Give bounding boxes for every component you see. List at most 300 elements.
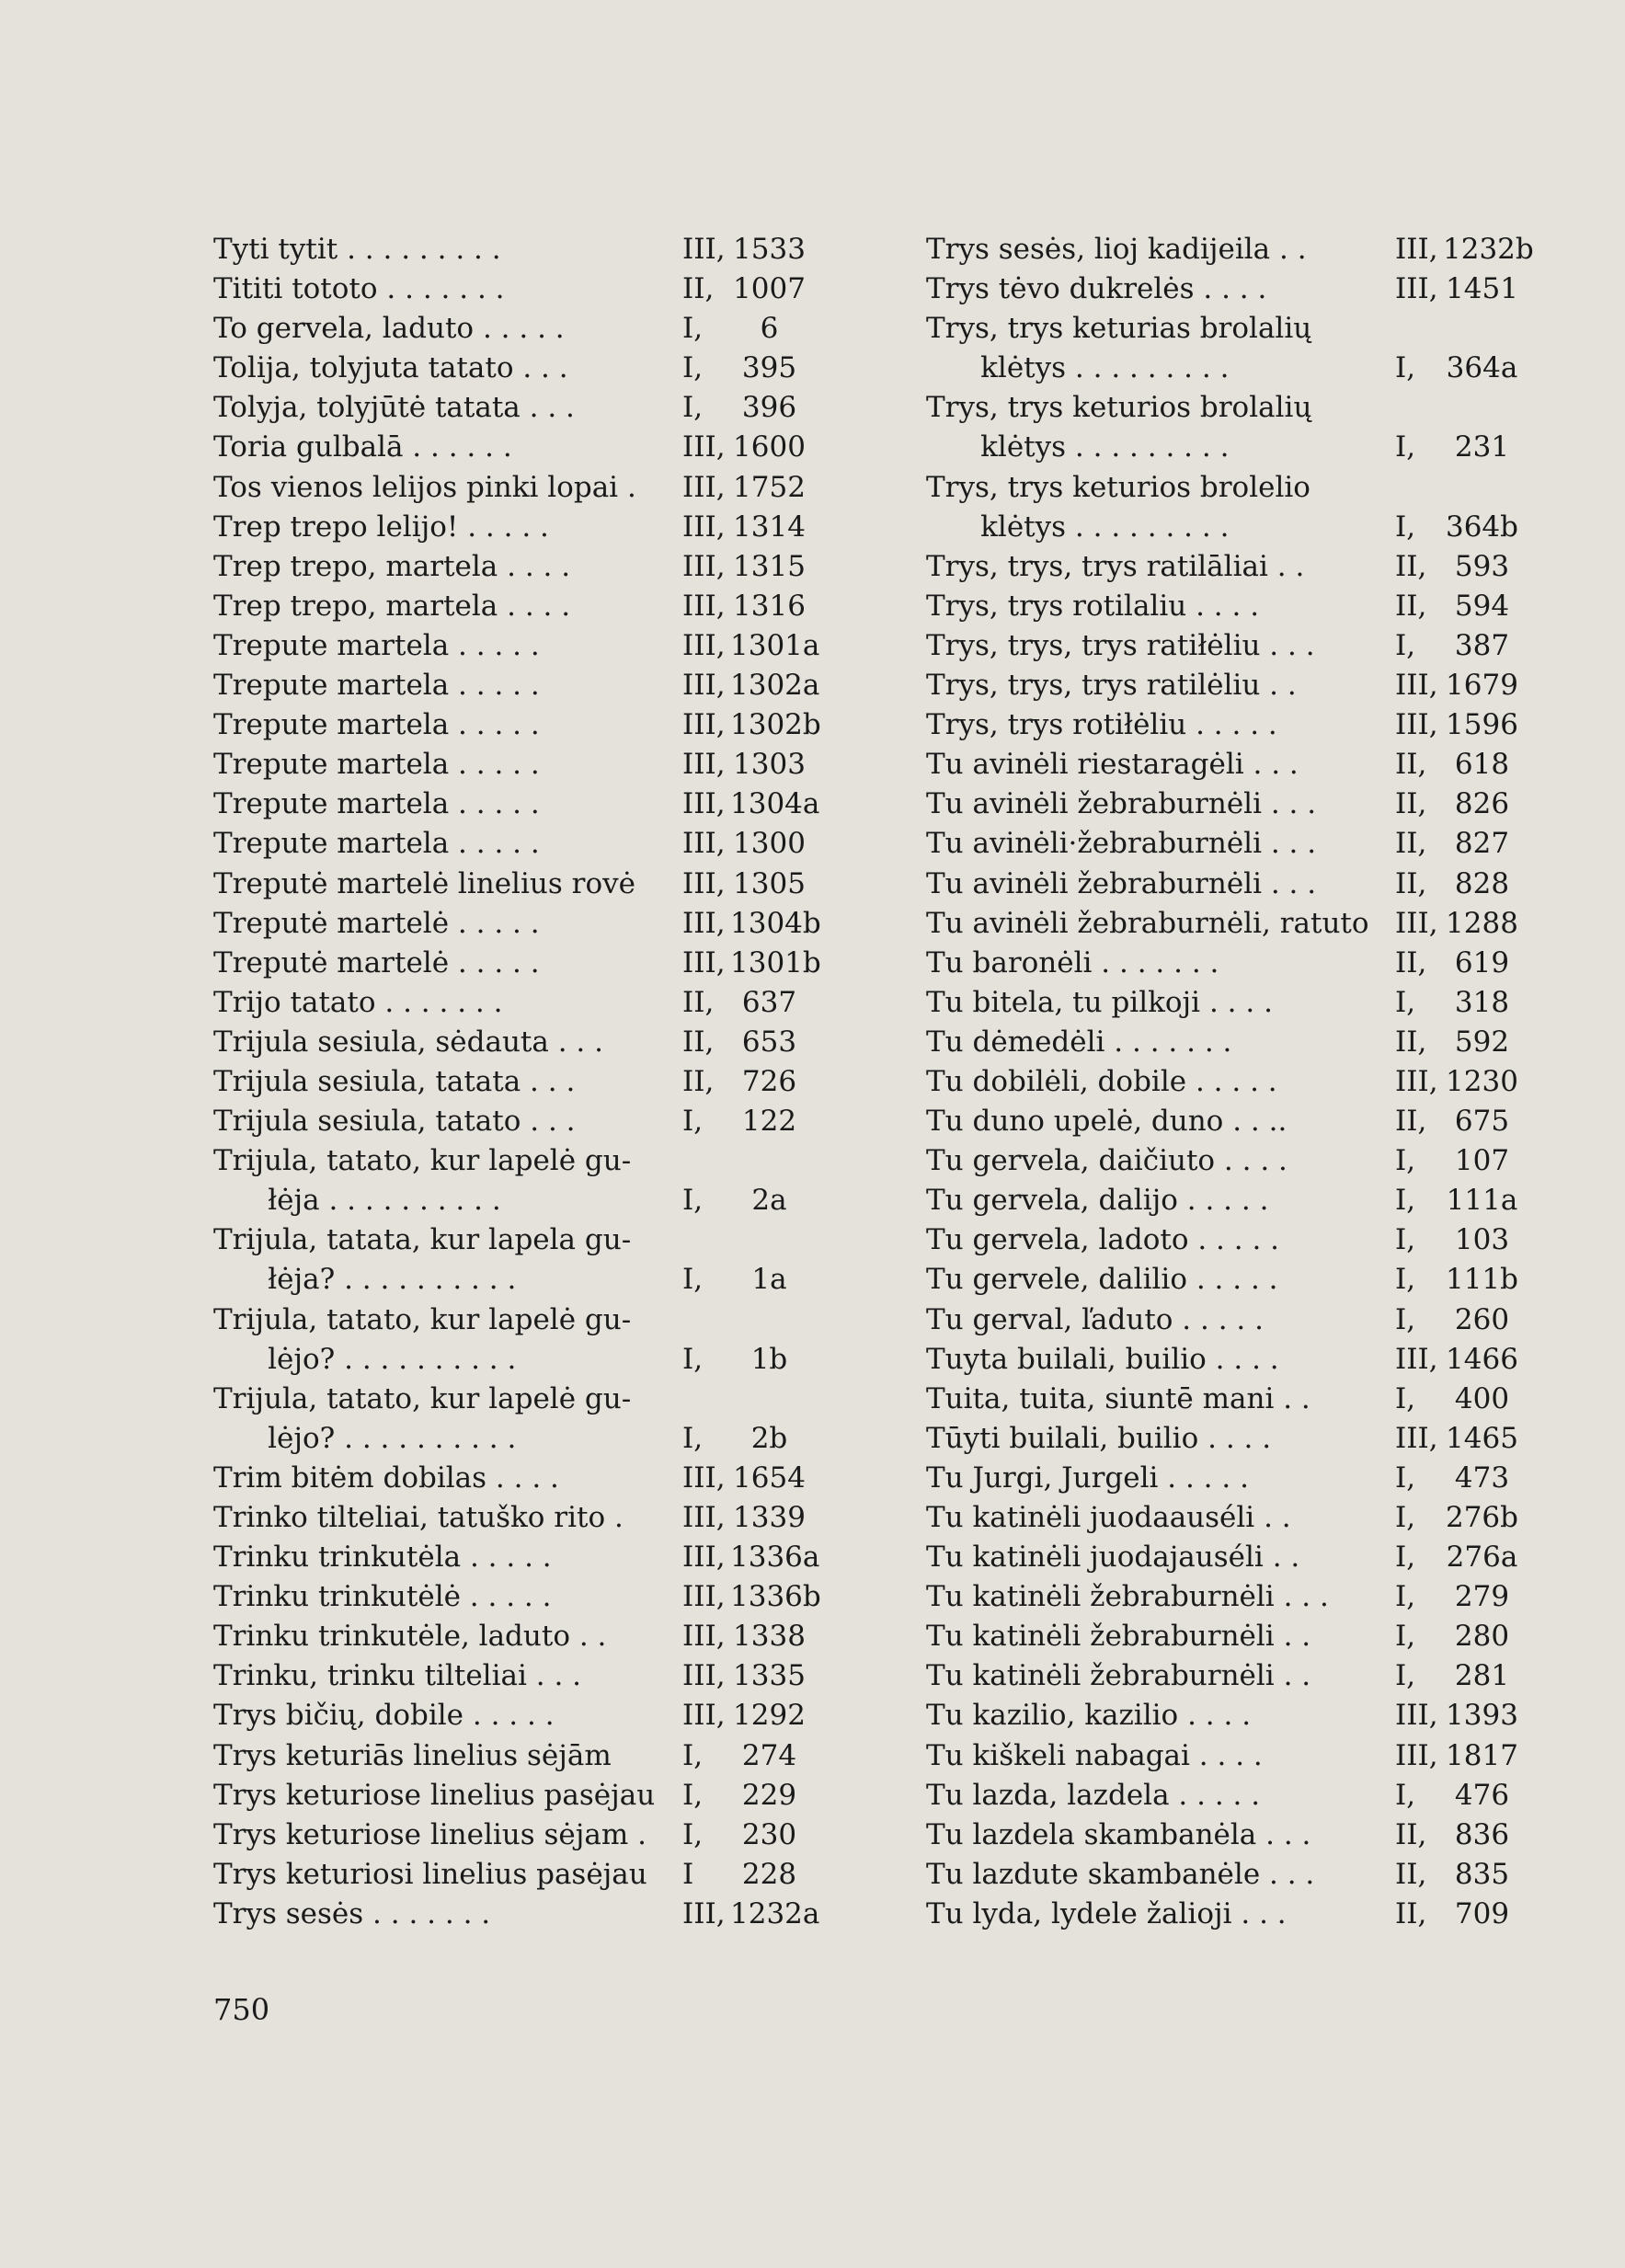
index-entry	[213, 1260, 808, 1300]
index-entry	[926, 1498, 1521, 1538]
entry-volume: III,	[682, 1580, 726, 1614]
entry-volume: I,	[1395, 1778, 1416, 1812]
entry-number: 1339	[733, 1501, 806, 1534]
entry-title: łėja? . . . . . . . . . .	[213, 1263, 517, 1297]
entry-title: Trepute martela . . . . .	[213, 787, 540, 821]
entry-volume: II,	[1395, 827, 1427, 861]
entry-number: 6	[760, 312, 779, 346]
entry-number: 230	[741, 1817, 797, 1851]
index-entry	[213, 865, 808, 904]
entry-title: Tu gervela, ladoto . . . . .	[926, 1223, 1280, 1257]
index-entry	[926, 904, 1521, 944]
entry-title: Tu katinėli juodaauséli . .	[926, 1501, 1291, 1534]
index-entry	[213, 1577, 821, 1617]
entry-volume: II,	[1395, 1025, 1427, 1059]
entry-title: Tu avinėli žebraburnėli, ratuto	[926, 906, 1369, 940]
entry-volume: III,	[682, 1699, 726, 1733]
entry-volume: III,	[1395, 1342, 1438, 1376]
entry-volume: I,	[1395, 510, 1416, 544]
index-entry	[213, 983, 808, 1023]
index-entry	[926, 1260, 1521, 1300]
entry-title: Tyti tytit . . . . . . . . .	[213, 233, 501, 266]
entry-volume: II,	[1395, 748, 1427, 782]
entry-volume: I	[682, 1857, 694, 1891]
entry-volume: III,	[1395, 906, 1438, 940]
entry-number: 653	[741, 1025, 797, 1059]
index-entry	[213, 1102, 808, 1141]
entry-title: Trys, trys keturios brolalių	[926, 391, 1312, 425]
entry-number: 828	[1454, 866, 1510, 900]
entry-number: 276a	[1446, 1541, 1518, 1575]
index-entry	[926, 1300, 1521, 1340]
entry-number: 229	[741, 1778, 797, 1812]
entry-number: 1a	[751, 1263, 787, 1297]
entry-title: Tu bitela, tu pilkoji . . . .	[926, 985, 1273, 1019]
index-entry	[926, 1340, 1521, 1380]
entry-volume: III,	[682, 430, 726, 464]
index-entry	[213, 1141, 808, 1181]
entry-title: Trys keturiās linelius sėjām	[213, 1738, 612, 1772]
entry-number: 103	[1454, 1223, 1510, 1257]
entry-title: Tu katinėli žebraburnėli . . .	[926, 1580, 1329, 1614]
entry-volume: III,	[1395, 708, 1438, 742]
index-entry	[213, 1062, 808, 1102]
entry-number: 593	[1454, 549, 1510, 583]
entry-volume: II,	[1395, 1105, 1427, 1139]
entry-number: 619	[1454, 945, 1510, 979]
entry-number: 122	[741, 1105, 797, 1139]
entry-volume: II,	[1395, 1817, 1427, 1851]
entry-number: 1466	[1446, 1342, 1518, 1376]
entry-number: 1288	[1446, 906, 1518, 940]
entry-title: Tuyta builali, builio . . . .	[926, 1342, 1279, 1376]
entry-number: 1301a	[730, 628, 820, 662]
entry-number: 1338	[733, 1620, 806, 1654]
entry-title: Tolija, tolyjuta tatato . . .	[213, 351, 568, 385]
entry-volume: II,	[1395, 787, 1427, 821]
entry-title: Tuita, tuita, siuntē mani . .	[926, 1381, 1310, 1415]
entry-title: Trijula sesiula, tatata . . .	[213, 1064, 576, 1098]
entry-title: Tu katinėli juodajauséli . .	[926, 1541, 1300, 1575]
index-entry	[213, 1538, 820, 1577]
entry-number: 1451	[1446, 272, 1518, 306]
entry-number: 1302a	[730, 669, 820, 703]
entry-number: 1232a	[730, 1896, 820, 1930]
entry-volume: II,	[1395, 1896, 1427, 1930]
entry-title: Tu avinėli riestaragėli . . .	[926, 748, 1299, 782]
index-entry	[213, 547, 808, 587]
entry-volume: III,	[682, 628, 726, 662]
entry-volume: III,	[682, 1460, 726, 1495]
entry-number: 1679	[1446, 669, 1518, 703]
entry-title: Tolyja, tolyjūtė tatata . . .	[213, 391, 575, 425]
entry-volume: III,	[1395, 1421, 1438, 1455]
index-entry	[213, 269, 808, 309]
entry-volume: I,	[1395, 1263, 1416, 1297]
entry-number: 1335	[733, 1659, 806, 1693]
entry-number: 1465	[1446, 1421, 1518, 1455]
index-entry	[926, 309, 1521, 349]
entry-volume: II,	[1395, 945, 1427, 979]
entry-volume: III,	[682, 470, 726, 504]
entry-title: Tu katinėli žebraburnėli . .	[926, 1659, 1311, 1693]
index-entry	[213, 1498, 808, 1538]
entry-title: Tu gervela, dalijo . . . . .	[926, 1184, 1269, 1218]
entry-number: 637	[741, 985, 797, 1019]
entry-number: 1654	[733, 1460, 806, 1495]
entry-title: Trys bičių, dobile . . . . .	[213, 1699, 555, 1733]
entry-volume: III,	[682, 787, 726, 821]
entry-number: 1300	[733, 827, 806, 861]
entry-title: Trijula sesiula, tatato . . .	[213, 1105, 576, 1139]
entry-title: Tu lazda, lazdela . . . . .	[926, 1778, 1261, 1812]
entry-title: Trys, trys, trys ratilāliai . .	[926, 549, 1305, 583]
page-number: 750	[213, 1992, 270, 2027]
entry-volume: III,	[682, 906, 726, 940]
entry-number: 274	[741, 1738, 797, 1772]
entry-title: Tu kazilio, kazilio . . . .	[926, 1699, 1252, 1733]
entry-number: 618	[1454, 748, 1510, 782]
entry-volume: III,	[682, 669, 726, 703]
entry-title: Trinku trinkutėlė . . . . .	[213, 1580, 552, 1614]
entry-number: 726	[741, 1064, 797, 1098]
entry-title: Trinku, trinku tilteliai . . .	[213, 1659, 582, 1693]
entry-title: Trim bitėm dobilas . . . .	[213, 1460, 559, 1495]
entry-volume: I,	[1395, 1223, 1416, 1257]
entry-volume: III,	[1395, 1064, 1438, 1098]
index-column-right	[926, 230, 1534, 1934]
index-entry	[926, 745, 1521, 785]
index-entry	[926, 1776, 1521, 1816]
entry-number: 1752	[733, 470, 806, 504]
index-entry	[213, 1340, 808, 1380]
index-entry	[926, 1538, 1521, 1577]
index-entry	[926, 1855, 1521, 1895]
index-entry	[926, 1656, 1521, 1696]
entry-number: 111a	[1446, 1184, 1518, 1218]
index-entry	[213, 1419, 808, 1459]
index-entry	[213, 1181, 808, 1220]
entry-volume: III,	[682, 1896, 726, 1930]
entry-title: Treputė martelė . . . . .	[213, 906, 540, 940]
entry-title: Tu dobilėli, dobile . . . . .	[926, 1064, 1277, 1098]
index-entry	[926, 666, 1521, 705]
index-entry	[926, 1459, 1521, 1498]
entry-title: Trep trepo, martela . . . .	[213, 589, 571, 623]
entry-title: Trys keturiosi linelius pasėjau	[213, 1857, 647, 1891]
entry-volume: I,	[682, 1817, 704, 1851]
index-entry	[926, 1419, 1521, 1459]
entry-title: lėjo? . . . . . . . . . .	[213, 1421, 517, 1455]
entry-number: 1393	[1446, 1699, 1518, 1733]
entry-volume: III,	[1395, 233, 1438, 266]
entry-number: 675	[1454, 1105, 1510, 1139]
entry-title: Tu gervele, dalilio . . . . .	[926, 1263, 1278, 1297]
index-entry	[926, 1736, 1521, 1776]
entry-volume: I,	[682, 1738, 704, 1772]
entry-title: Trepute martela . . . . .	[213, 708, 540, 742]
index-entry	[926, 1380, 1521, 1419]
entry-number: 594	[1454, 589, 1510, 623]
entry-number: 364b	[1445, 510, 1518, 544]
entry-volume: I,	[1395, 1144, 1416, 1178]
entry-number: 826	[1454, 787, 1510, 821]
index-entry	[213, 1380, 808, 1419]
entry-volume: I,	[1395, 1659, 1416, 1693]
entry-number: 1302b	[730, 708, 821, 742]
index-entry	[213, 824, 808, 864]
index-entry	[926, 1102, 1521, 1141]
entry-volume: I,	[682, 1263, 704, 1297]
entry-title: Trepute martela . . . . .	[213, 628, 540, 662]
entry-volume: II,	[682, 985, 715, 1019]
entry-title: Trinko tilteliai, tatuško rito .	[213, 1501, 624, 1534]
entry-number: 1007	[733, 272, 806, 306]
entry-volume: I,	[682, 391, 704, 425]
entry-number: 592	[1454, 1025, 1510, 1059]
index-entry	[213, 1656, 808, 1696]
index-entry	[213, 904, 821, 944]
index-entry	[213, 745, 808, 785]
entry-title: Trys sesės, lioj kadijeila . .	[926, 233, 1307, 266]
entry-title: Tu baronėli . . . . . . .	[926, 945, 1219, 979]
entry-title: Tos vienos lelijos pinki lopai .	[213, 470, 636, 504]
index-entry	[213, 587, 808, 626]
entry-volume: III,	[682, 945, 726, 979]
entry-title: Trys, trys rotiłėliu . . . . .	[926, 708, 1277, 742]
index-entry	[213, 666, 820, 705]
entry-volume: III,	[682, 1620, 726, 1654]
entry-title: Trys keturiose linelius pasėjau	[213, 1778, 656, 1812]
index-entry	[213, 388, 808, 428]
index-entry	[213, 785, 820, 824]
entry-number: 279	[1454, 1580, 1510, 1614]
entry-number: 1817	[1446, 1738, 1518, 1772]
entry-volume: II,	[1395, 589, 1427, 623]
index-entry	[926, 587, 1521, 626]
index-entry	[926, 547, 1521, 587]
entry-volume: III,	[682, 549, 726, 583]
entry-volume: I,	[682, 1105, 704, 1139]
index-entry	[213, 1776, 808, 1816]
entry-number: 1b	[750, 1342, 788, 1376]
entry-title: lėjo? . . . . . . . . . .	[213, 1342, 517, 1376]
entry-number: 280	[1454, 1620, 1510, 1654]
entry-title: Trepute martela . . . . .	[213, 669, 540, 703]
index-entry	[213, 230, 808, 269]
entry-number: 709	[1454, 1896, 1510, 1930]
entry-title: łėja . . . . . . . . . .	[213, 1184, 501, 1218]
entry-title: Trys, trys rotilaliu . . . .	[926, 589, 1260, 623]
entry-volume: I,	[682, 312, 704, 346]
entry-number: 1230	[1446, 1064, 1518, 1098]
entry-volume: III,	[682, 866, 726, 900]
index-entry	[926, 626, 1521, 666]
entry-volume: I,	[1395, 1580, 1416, 1614]
index-entry	[926, 705, 1521, 745]
entry-title: Tu duno upelė, duno . . ..	[926, 1105, 1287, 1139]
entry-number: 835	[1454, 1857, 1510, 1891]
index-entry	[213, 349, 808, 388]
entry-title: Trepute martela . . . . .	[213, 748, 540, 782]
index-entry	[926, 388, 1521, 428]
entry-number: 395	[741, 351, 797, 385]
index-entry	[926, 1023, 1521, 1062]
entry-title: Treputė martelė . . . . .	[213, 945, 540, 979]
entry-number: 1292	[733, 1699, 806, 1733]
entry-title: Trep trepo lelijo! . . . . .	[213, 510, 549, 544]
entry-title: Tu katinėli žebraburnėli . .	[926, 1620, 1311, 1654]
entry-volume: II,	[682, 1064, 715, 1098]
entry-title: Tu lazdute skambanėle . . .	[926, 1857, 1315, 1891]
entry-title: Tu avinėli žebraburnėli . . .	[926, 866, 1317, 900]
entry-title: Tu gervela, daičiuto . . . .	[926, 1144, 1287, 1178]
entry-title: Toria gulbalā . . . . . .	[213, 430, 512, 464]
index-entry	[213, 468, 808, 508]
entry-title: Trijula, tatata, kur lapela gu-	[213, 1223, 632, 1257]
index-entry	[213, 428, 808, 467]
index-entry	[213, 1816, 808, 1855]
entry-number: 1232b	[1443, 233, 1534, 266]
entry-number: 400	[1454, 1381, 1510, 1415]
entry-volume: III,	[682, 1659, 726, 1693]
index-entry	[213, 1736, 808, 1776]
index-column-left	[213, 230, 821, 1934]
entry-volume: I,	[1395, 1302, 1416, 1336]
entry-title: Tititi tototo . . . . . . .	[213, 272, 505, 306]
entry-number: 1336b	[730, 1580, 821, 1614]
entry-volume: III,	[682, 748, 726, 782]
entry-title: Trys, trys, trys ratilėliu . .	[926, 669, 1297, 703]
entry-title: klėtys . . . . . . . . .	[926, 430, 1230, 464]
index-entry	[926, 1895, 1521, 1934]
entry-title: Tūyti builali, builio . . . .	[926, 1421, 1272, 1455]
entry-number: 1316	[733, 589, 806, 623]
index-entry	[926, 865, 1521, 904]
entry-title: Trinku trinkutėle, laduto . .	[213, 1620, 607, 1654]
entry-number: 1301b	[730, 945, 821, 979]
entry-number: 2b	[750, 1421, 788, 1455]
entry-volume: I,	[1395, 351, 1416, 385]
entry-volume: I,	[1395, 985, 1416, 1019]
entry-number: 111b	[1445, 1263, 1518, 1297]
entry-title: Tu kiškeli nabagai . . . .	[926, 1738, 1263, 1772]
entry-title: Tu avinėli·žebraburnėli . . .	[926, 827, 1317, 861]
entry-number: 1596	[1446, 708, 1518, 742]
index-entry	[213, 1023, 808, 1062]
entry-title: Trinku trinkutėla . . . . .	[213, 1541, 552, 1575]
entry-number: 231	[1454, 430, 1510, 464]
entry-title: Trys, trys keturios brolelio	[926, 470, 1310, 504]
index-entry	[213, 1696, 808, 1735]
entry-volume: III,	[1395, 1738, 1438, 1772]
entry-number: 228	[741, 1857, 797, 1891]
index-entry	[926, 1577, 1521, 1617]
entry-title: Tu dėmedėli . . . . . . .	[926, 1025, 1232, 1059]
entry-volume: I,	[1395, 628, 1416, 662]
index-entry	[926, 508, 1521, 547]
entry-title: Trys keturiose linelius sėjam .	[213, 1817, 647, 1851]
entry-title: klėtys . . . . . . . . .	[926, 351, 1230, 385]
index-entry	[926, 1141, 1521, 1181]
entry-volume: I,	[1395, 1460, 1416, 1495]
index-entry	[926, 1617, 1521, 1656]
entry-volume: I,	[682, 1778, 704, 1812]
index-entry	[926, 468, 1521, 508]
entry-title: Treputė martelė linelius rovė	[213, 866, 635, 900]
entry-title: Trijula, tatato, kur lapelė gu-	[213, 1144, 632, 1178]
index-entry	[926, 785, 1521, 824]
index-entry	[926, 269, 1521, 309]
entry-title: Trijula, tatato, kur lapelė gu-	[213, 1302, 632, 1336]
index-entry	[926, 428, 1521, 467]
entry-title: Trys sesės . . . . . . .	[213, 1896, 491, 1930]
entry-volume: II,	[1395, 866, 1427, 900]
entry-volume: III,	[682, 708, 726, 742]
entry-number: 276b	[1445, 1501, 1518, 1534]
entry-volume: II,	[1395, 549, 1427, 583]
entry-volume: III,	[682, 589, 726, 623]
entry-volume: I,	[1395, 1541, 1416, 1575]
entry-volume: III,	[682, 1501, 726, 1534]
entry-title: klėtys . . . . . . . . .	[926, 510, 1230, 544]
entry-number: 1304a	[730, 787, 820, 821]
entry-volume: I,	[1395, 1501, 1416, 1534]
entry-number: 473	[1454, 1460, 1510, 1495]
entry-volume: I,	[682, 351, 704, 385]
index-entry	[213, 705, 821, 745]
index-entry	[213, 508, 808, 547]
entry-number: 1315	[733, 549, 806, 583]
entry-volume: III,	[682, 827, 726, 861]
index-entry	[213, 1895, 820, 1934]
index-entry	[926, 1062, 1521, 1102]
entry-title: Tu lazdela skambanėla . . .	[926, 1817, 1311, 1851]
entry-number: 107	[1454, 1144, 1510, 1178]
index-entry	[213, 1300, 808, 1340]
index-entry	[926, 1220, 1521, 1260]
entry-title: Trijo tatato . . . . . . .	[213, 985, 503, 1019]
index-entry	[213, 1617, 808, 1656]
index-entry	[926, 1696, 1521, 1735]
entry-number: 396	[741, 391, 797, 425]
index-entry	[926, 983, 1521, 1023]
entry-number: 1336a	[730, 1541, 820, 1575]
entry-number: 318	[1454, 985, 1510, 1019]
index-entry	[926, 349, 1521, 388]
entry-title: Tu Jurgi, Jurgeli . . . . .	[926, 1460, 1249, 1495]
index-entry	[926, 230, 1534, 269]
index-entry	[926, 824, 1521, 864]
entry-number: 476	[1454, 1778, 1510, 1812]
entry-number: 1305	[733, 866, 806, 900]
entry-number: 1303	[733, 748, 806, 782]
entry-volume: III,	[1395, 669, 1438, 703]
index-entry	[926, 1816, 1521, 1855]
entry-volume: III,	[1395, 1699, 1438, 1733]
index-entry	[213, 944, 821, 983]
entry-volume: I,	[1395, 1620, 1416, 1654]
index-entry	[213, 1855, 808, 1895]
entry-number: 1600	[733, 430, 806, 464]
index-entry	[213, 626, 820, 666]
index-entry	[213, 309, 808, 349]
entry-title: Trys tėvo dukrelės . . . .	[926, 272, 1267, 306]
index-entry	[213, 1459, 808, 1498]
entry-title: To gervela, laduto . . . . .	[213, 312, 565, 346]
entry-title: Tu avinėli žebraburnėli . . .	[926, 787, 1317, 821]
entry-volume: I,	[682, 1421, 704, 1455]
